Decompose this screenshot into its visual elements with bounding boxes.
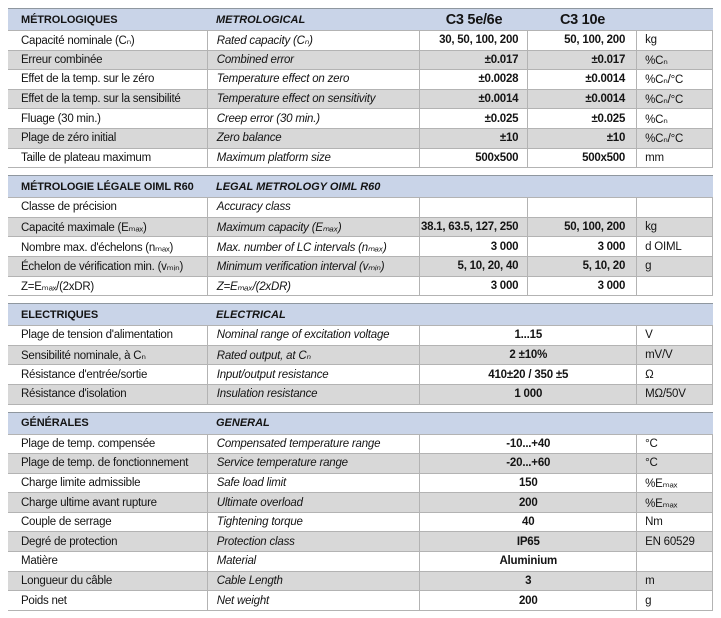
section-title-en: GENERAL [216,417,270,429]
section-band [8,175,713,197]
section-title-en: ELECTRICAL [216,308,286,321]
value-cell-model2: ±0.025 [527,109,636,128]
unit-cell [636,552,712,571]
spec-row [8,364,712,384]
unit-cell: %Cₙ [636,51,712,70]
section-rows [8,325,713,404]
label-en-cell: Protection class [207,532,420,551]
label-en-cell: Tightening torque [207,513,420,532]
value-cell-merged: 200 [419,493,636,512]
spec-row [8,197,712,217]
section [8,412,713,611]
section-band [8,8,713,30]
spec-row [8,217,712,237]
section-rows [8,434,713,611]
section-title-fr: GÉNÉRALES [21,417,89,429]
unit-cell: g [636,591,712,610]
spec-row [8,453,712,473]
value-cell-model2: ±0.0014 [527,70,636,89]
value-cell-model1: 38.1, 63.5, 127, 250 [419,218,527,237]
section-title-fr: MÉTROLOGIE LÉGALE OIML R60 [21,180,194,193]
unit-cell: %Cₙ/°C [636,90,712,109]
section-band [8,412,713,434]
value-cell-model1: ±0.017 [419,51,527,70]
value-cell-merged: Aluminium [419,552,636,571]
model2-header: C3 10e [560,11,605,28]
value-cell-merged: 410±20 / 350 ±5 [419,365,636,384]
label-fr-cell: Matière [21,555,58,568]
model1-header: C3 5e/6e [445,11,503,28]
label-en-cell: Creep error (30 min.) [207,109,420,128]
label-en-cell: Rated output, at Cₙ [207,346,420,365]
label-fr-cell: Effet de la temp. sur la sensibilité [21,93,181,106]
label-en-cell: Maximum capacity (Eₘₐₓ) [207,218,420,237]
spec-row [8,148,712,168]
label-fr-cell: Poids net [21,594,67,607]
label-en-cell: Insulation resistance [207,385,420,404]
label-fr-cell: Effet de la temp. sur le zéro [21,73,155,86]
label-en-cell: Cable Length [207,572,420,591]
value-cell-model2: 50, 100, 200 [527,218,636,237]
spec-row [8,50,712,70]
value-cell-merged: IP65 [419,532,636,551]
unit-cell [636,198,712,217]
unit-cell: Ω [636,365,712,384]
label-fr-cell: Degré de protection [21,535,118,548]
value-cell-model1: 3 000 [419,237,527,256]
label-fr-cell: Taille de plateau maximum [21,151,151,164]
section-title-en: LEGAL METROLOGY OIML R60 [216,180,381,193]
section [8,303,713,404]
unit-cell: mm [636,149,712,168]
value-cell-merged: 1 000 [419,385,636,404]
label-en-cell: Service temperature range [207,454,420,473]
spec-row [8,434,712,454]
value-cell-merged: 3 [419,572,636,591]
label-en-cell: Z=Eₘₐₓ/(2xDR) [207,277,420,296]
label-fr-cell: Fluage (30 min.) [21,112,101,125]
section [8,175,713,296]
unit-cell [636,277,712,296]
label-en-cell: Compensated temperature range [207,435,420,454]
label-fr-cell: Échelon de vérification min. (vₘᵢₙ) [21,261,184,274]
spec-row [8,590,712,610]
unit-cell: %Eₘₐₓ [636,474,712,493]
unit-cell: MΩ/50V [636,385,712,404]
label-fr-cell: Sensibilité nominale, à Cₙ [21,350,146,363]
label-en-cell: Temperature effect on zero [207,70,420,89]
unit-cell: %Cₙ/°C [636,70,712,89]
label-en-cell: Max. number of LC intervals (nₘₐₓ) [207,237,420,256]
section-band [8,303,713,325]
label-fr-cell: Charge ultime avant rupture [21,496,157,509]
section-title-fr: ELECTRIQUES [21,308,99,321]
value-cell-model2: ±0.017 [527,51,636,70]
value-cell-model1: 30, 50, 100, 200 [419,31,527,50]
label-en-cell: Maximum platform size [207,149,420,168]
label-fr-cell: Erreur combinée [21,53,103,66]
value-cell-model1 [419,198,527,217]
label-en-cell: Temperature effect on sensitivity [207,90,420,109]
label-fr-cell: Capacité maximale (Eₘₐₓ) [21,222,147,235]
value-cell-merged: 200 [419,591,636,610]
value-cell-model1: ±0.0028 [419,70,527,89]
spec-row [8,276,712,296]
section-rows [8,30,713,168]
section [8,8,713,168]
unit-cell: kg [636,31,712,50]
spec-row [8,473,712,493]
value-cell-model2: ±10 [527,129,636,148]
value-cell-model2: 5, 10, 20 [527,257,636,276]
spec-row [8,236,712,256]
spec-row [8,571,712,591]
unit-cell: EN 60529 [636,532,712,551]
value-cell-model2: ±0.0014 [527,90,636,109]
value-cell-merged: -20...+60 [419,454,636,473]
spec-row [8,384,712,404]
unit-cell: d OIML [636,237,712,256]
label-en-cell: Zero balance [207,129,420,148]
label-fr-cell: Résistance d'isolation [21,388,127,401]
value-cell-merged: -10...+40 [419,435,636,454]
section-rows [8,197,713,296]
section-title-en: METROLOGICAL [216,13,306,26]
label-en-cell: Input/output resistance [207,365,420,384]
value-cell-model1: ±0.0014 [419,90,527,109]
spec-row [8,531,712,551]
value-cell-merged: 1...15 [419,326,636,345]
label-en-cell: Ultimate overload [207,493,420,512]
spec-row [8,30,712,50]
value-cell-model1: ±10 [419,129,527,148]
spec-row [8,512,712,532]
unit-cell: mV/V [636,346,712,365]
label-fr-cell: Plage de zéro initial [21,132,117,145]
unit-cell: °C [636,454,712,473]
label-fr-cell: Plage de tension d'alimentation [21,329,173,342]
label-fr-cell: Longueur du câble [21,574,113,587]
label-en-cell: Rated capacity (Cₙ) [207,31,420,50]
unit-cell: m [636,572,712,591]
label-en-cell: Minimum verification interval (vₘᵢₙ) [207,257,420,276]
unit-cell: g [636,257,712,276]
spec-table [8,8,713,618]
unit-cell: %Cₙ/°C [636,129,712,148]
label-fr-cell: Charge limite admissible [21,476,141,489]
label-en-cell: Accuracy class [207,198,420,217]
value-cell-merged: 40 [419,513,636,532]
spec-row [8,108,712,128]
unit-cell: %Cₙ [636,109,712,128]
spec-row [8,345,712,365]
spec-row [8,551,712,571]
unit-cell: kg [636,218,712,237]
label-fr-cell: Capacité nominale (Cₙ) [21,35,135,48]
label-fr-cell: Plage de temp. compensée [21,437,156,450]
spec-row [8,325,712,345]
value-cell-merged: 150 [419,474,636,493]
value-cell-merged: 2 ±10% [419,346,636,365]
label-fr-cell: Classe de précision [21,201,117,214]
label-en-cell: Safe load limit [207,474,420,493]
label-en-cell: Net weight [207,591,420,610]
spec-row [8,89,712,109]
value-cell-model2: 500x500 [527,149,636,168]
label-fr-cell: Plage de temp. de fonctionnement [21,457,189,470]
value-cell-model2: 3 000 [527,277,636,296]
spec-row [8,256,712,276]
spec-row [8,69,712,89]
label-fr-cell: Couple de serrage [21,516,112,529]
unit-cell: V [636,326,712,345]
label-fr-cell: Résistance d'entrée/sortie [21,368,148,381]
label-en-cell: Nominal range of excitation voltage [207,326,420,345]
label-en-cell: Material [207,552,420,571]
value-cell-model1: 3 000 [419,277,527,296]
label-en-cell: Combined error [207,51,420,70]
value-cell-model2: 50, 100, 200 [527,31,636,50]
value-cell-model1: ±0.025 [419,109,527,128]
label-fr-cell: Z=Eₘₐₓ/(2xDR) [21,280,94,293]
spec-row [8,492,712,512]
unit-cell: °C [636,435,712,454]
label-fr-cell: Nombre max. d'échelons (nₘₐₓ) [21,241,174,254]
value-cell-model1: 500x500 [419,149,527,168]
value-cell-model2: 3 000 [527,237,636,256]
unit-cell: Nm [636,513,712,532]
section-title-fr: MÉTROLOGIQUES [21,13,118,26]
spec-row [8,128,712,148]
value-cell-model1: 5, 10, 20, 40 [419,257,527,276]
unit-cell: %Eₘₐₓ [636,493,712,512]
value-cell-model2 [527,198,636,217]
